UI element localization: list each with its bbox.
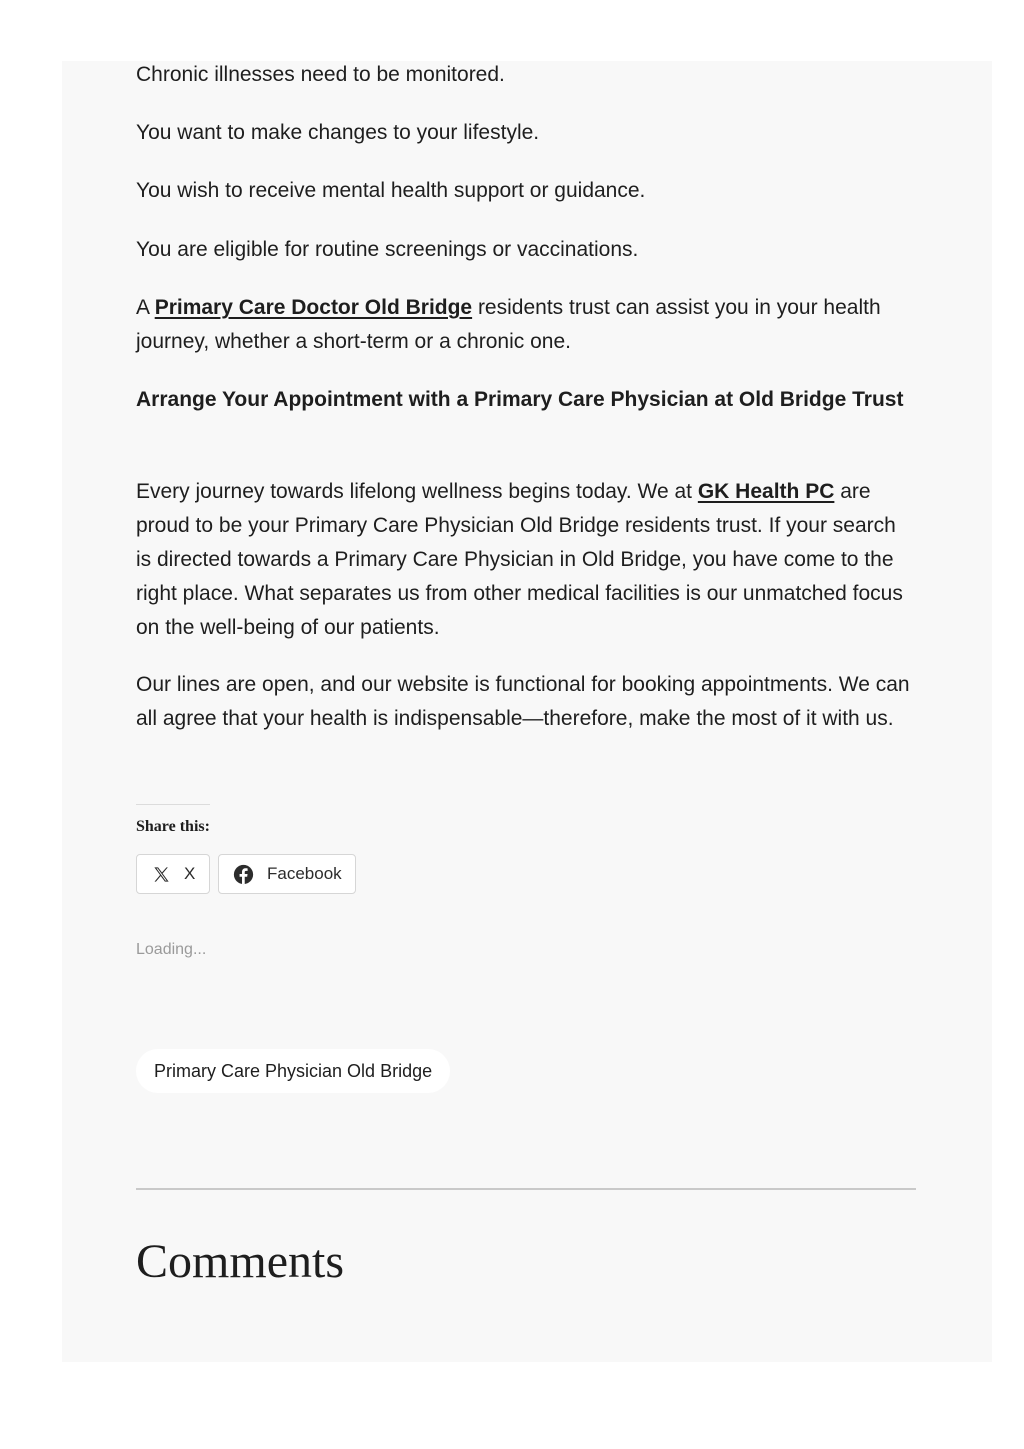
paragraph-lines-open: Our lines are open, and our website is functional for booking appointments. We can all agree that your health is indispensable—therefore, make the most of it with us. [136,673,910,730]
comments-divider [136,1188,916,1190]
facebook-icon [232,863,254,885]
share-x-button[interactable] [136,854,210,894]
paragraph-chronic: Chronic illnesses need to be monitored. [136,63,505,86]
share-x-label: X [184,864,196,883]
likes-loading-text: Loading... [136,941,207,958]
comments-title: Comments [136,1235,345,1288]
share-divider [136,804,210,805]
paragraph-trust-suffix: residents trust can assist you in your health journey, whether a short-term or a chronic one. [136,296,881,353]
share-facebook-label: Facebook [267,864,342,883]
paragraph-trust-prefix: A [136,296,155,319]
gk-health-link[interactable]: GK Health PC [697,480,835,503]
paragraph-journey-prefix: Every journey towards lifelong wellness begins today. We at [136,480,698,503]
paragraph-screenings: You are eligible for routine screenings or vaccinations. [136,238,639,261]
x-logo-icon [150,863,172,885]
primary-care-doctor-link[interactable]: Primary Care Doctor Old Bridge [154,296,473,319]
share-facebook-button[interactable] [218,854,356,894]
share-title: Share this: [136,818,210,835]
paragraph-trust [136,291,916,359]
paragraph-journey [136,475,916,645]
paragraph-mental-health: You wish to receive mental health support or guidance. [136,179,646,202]
paragraph-lifestyle: You want to make changes to your lifestyle. [136,121,540,144]
appointment-heading: Arrange Your Appointment with a Primary Care Physician at Old Bridge Trust [136,388,904,411]
tag-primary-care-physician[interactable]: Primary Care Physician Old Bridge [136,1049,450,1093]
paragraph-journey-suffix: are proud to be your Primary Care Physician Old Bridge residents trust. If your search is directed towards a Primary Care Physician in Old Bridge, you have come to the right place. What separates us from other medical facilities is our unmatched focus on the well-being of our patients. [136,480,903,639]
